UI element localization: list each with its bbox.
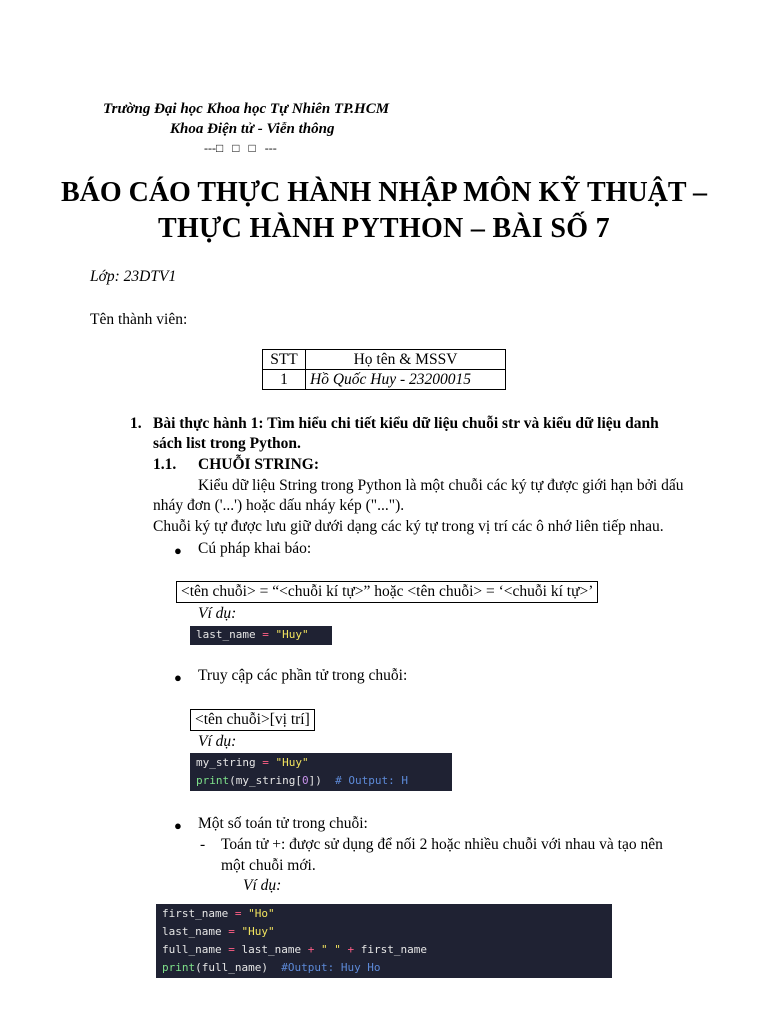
code-token: = xyxy=(221,925,242,938)
code-token: "Huy" xyxy=(275,628,309,641)
code-token: full_name xyxy=(162,943,222,956)
operator-plus-line2: một chuỗi mới. xyxy=(221,857,316,874)
bullet-icon: ● xyxy=(174,670,182,685)
code-example-1 xyxy=(190,626,332,645)
section-number: 1. xyxy=(130,415,142,432)
code-token: first_name xyxy=(354,943,427,956)
paragraph-1-line1: Kiểu dữ liệu String trong Python là một chuỗi các ký tự được giới hạn bởi dấu xyxy=(198,477,684,494)
dash-icon: - xyxy=(200,836,206,853)
code-token: (my_string[ xyxy=(229,774,302,787)
bullet-string-operators: Một số toán tử trong chuỗi: xyxy=(198,815,368,832)
table-header-row xyxy=(263,350,506,370)
syntax-box-access: <tên chuỗi>[vị trí] xyxy=(190,709,315,731)
code-example-2 xyxy=(190,753,452,791)
section-title-line2: sách list trong Python. xyxy=(153,435,301,452)
subsection-title: CHUỖI STRING: xyxy=(198,456,320,473)
university-name: Trường Đại học Khoa học Tự Nhiên TP.HCM xyxy=(103,101,390,117)
paragraph-1-line2: nháy đơn ('...') hoặc dấu nháy kép ("..."). xyxy=(153,497,405,514)
code-token: #Output: Huy Ho xyxy=(281,961,381,974)
table-row xyxy=(263,370,506,390)
example-label: Ví dụ: xyxy=(243,877,282,894)
syntax-box-declare: <tên chuỗi> = “<chuỗi kí tự>” hoặc <tên chuỗi> = ‘<chuỗi kí tự>’ xyxy=(176,581,598,603)
faculty-name: Khoa Điện tử - Viễn thông xyxy=(170,121,335,137)
bullet-icon: ● xyxy=(174,543,182,558)
code-token: print xyxy=(162,961,196,974)
example-label: Ví dụ: xyxy=(198,733,237,750)
code-token: last_name xyxy=(241,943,308,956)
bullet-icon: ● xyxy=(174,818,182,833)
code-token: print xyxy=(196,774,230,787)
code-token: # Output: H xyxy=(335,774,408,787)
table-header-stt: STT xyxy=(263,350,306,370)
header-decoration: ---□ □ □ --- xyxy=(204,141,277,155)
table-cell-name: Hồ Quốc Huy - 23200015 xyxy=(306,370,506,390)
members-table xyxy=(262,349,506,390)
report-title-line2: THỰC HÀNH PYTHON – BÀI SỐ 7 xyxy=(158,213,610,244)
bullet-syntax-declare: Cú pháp khai báo: xyxy=(198,540,312,557)
code-token: = xyxy=(255,756,276,769)
code-example-3 xyxy=(156,904,612,978)
code-token: "Ho" xyxy=(248,907,275,920)
code-token: "Huy" xyxy=(241,925,275,938)
code-token: + xyxy=(307,943,315,956)
example-label: Ví dụ: xyxy=(198,605,237,622)
code-token: last_name xyxy=(162,925,222,938)
code-token: (full_name) xyxy=(195,961,282,974)
code-token: = xyxy=(255,628,276,641)
class-label: Lớp: 23DTV1 xyxy=(90,268,177,285)
code-token: = xyxy=(228,907,249,920)
table-cell-stt: 1 xyxy=(263,370,306,390)
section-title-line1: Bài thực hành 1: Tìm hiểu chi tiết kiểu dữ liệu chuỗi str và kiểu dữ liệu danh xyxy=(153,415,659,432)
paragraph-2: Chuỗi ký tự được lưu giữ dưới dạng các ký tự trong vị trí các ô nhớ liên tiếp nhau. xyxy=(153,518,664,535)
table-header-name: Họ tên & MSSV xyxy=(306,350,506,370)
code-token: " " xyxy=(314,943,348,956)
code-token: last_name xyxy=(196,628,256,641)
bullet-access-elements: Truy cập các phần tử trong chuỗi: xyxy=(198,667,408,684)
code-token: my_string xyxy=(196,756,256,769)
code-token: + xyxy=(347,943,355,956)
subsection-number: 1.1. xyxy=(153,456,177,473)
report-title-line1: BÁO CÁO THỰC HÀNH NHẬP MÔN KỸ THUẬT – xyxy=(60,177,708,208)
code-token: = xyxy=(221,943,242,956)
code-token: first_name xyxy=(162,907,229,920)
code-token: 0 xyxy=(301,774,309,787)
code-token: ]) xyxy=(308,774,336,787)
code-token: "Huy" xyxy=(275,756,309,769)
operator-plus-line1: Toán tử +: được sử dụng để nối 2 hoặc nhiều chuỗi với nhau và tạo nên xyxy=(221,836,663,853)
members-label: Tên thành viên: xyxy=(90,311,188,328)
